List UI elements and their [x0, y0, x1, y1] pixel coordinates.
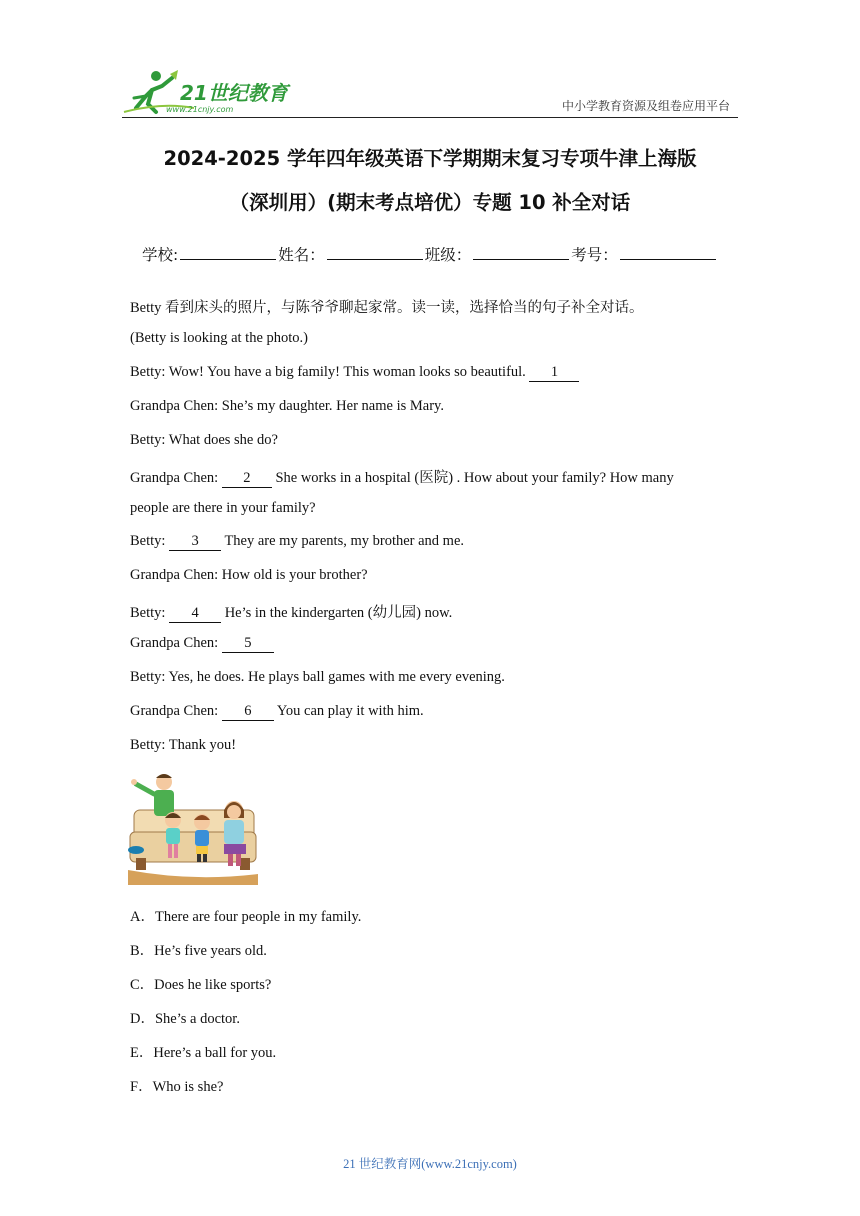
header-divider: [122, 117, 738, 118]
dialogue-line: Betty: 3 They are my parents, my brother and me.: [130, 533, 465, 549]
platform-label: 中小学教育资源及组卷应用平台: [561, 99, 730, 113]
answer-blank-4[interactable]: 4: [169, 606, 221, 623]
dialogue-line: Betty: Yes, he does. He plays ball games with me every evening.: [130, 669, 505, 685]
page-title-line-2: （深圳用）(期末考点培优）专题 10 补全对话: [229, 191, 631, 214]
number-label: 考号：: [571, 246, 618, 264]
answer-blank-1[interactable]: 1: [529, 365, 579, 382]
dialogue-line: Betty: Thank you!: [130, 737, 237, 753]
option-e: E．Here’s a ball for you.: [130, 1045, 277, 1061]
family-photo-illustration: [128, 770, 258, 885]
answer-blank-2[interactable]: 2: [222, 471, 272, 488]
class-blank[interactable]: [473, 245, 569, 260]
student-info-line: [142, 243, 718, 265]
option-b: B．He’s five years old.: [130, 943, 267, 959]
option-d: D．She’s a doctor.: [130, 1011, 240, 1027]
instructions: Betty 看到床头的照片，与陈爷爷聊起家常。读一读，选择恰当的句子补全对话。: [130, 300, 644, 316]
dialogue-line: Grandpa Chen: How old is your brother?: [130, 567, 368, 583]
dialogue-line: Grandpa Chen: 2 She works in a hospital (医院) . How about your family? How many: [130, 470, 674, 486]
name-blank[interactable]: [327, 245, 423, 260]
dialogue-line: Grandpa Chen: She’s my daughter. Her name is Mary.: [130, 398, 444, 414]
answer-blank-6[interactable]: 6: [222, 704, 274, 721]
option-a: A．There are four people in my family.: [130, 909, 362, 925]
page-title-line-1: 2024-2025 学年四年级英语下学期期末复习专项牛津上海版: [163, 147, 697, 170]
site-logo: [122, 68, 292, 118]
dialogue-line: Betty: Wow! You have a big family! This woman looks so beautiful. 1: [130, 364, 579, 382]
page-footer: 21 世纪教育网(www.21cnjy.com): [343, 1157, 517, 1171]
number-blank[interactable]: [620, 245, 716, 260]
dialogue-line: Grandpa Chen: 6 You can play it with him.: [130, 703, 424, 719]
svg-text:21世纪教育: 21世纪教育: [180, 81, 288, 105]
dialogue-line: Betty: What does she do?: [130, 432, 278, 448]
stage-direction: (Betty is looking at the photo.): [130, 330, 309, 346]
school-label: 学校:: [142, 246, 179, 264]
answer-blank-5[interactable]: 5: [222, 636, 274, 653]
class-label: 班级：: [424, 246, 472, 264]
dialogue-line: people are there in your family?: [130, 500, 316, 516]
answer-blank-3[interactable]: 3: [169, 534, 221, 551]
option-f: F．Who is she?: [130, 1079, 224, 1095]
option-c: C．Does he like sports?: [130, 977, 272, 993]
school-blank[interactable]: [180, 245, 276, 260]
svg-text:www.21cnjy.com: www.21cnjy.com: [166, 105, 234, 114]
dialogue-line: Betty: 4 He’s in the kindergarten (幼儿园) now.: [130, 605, 453, 621]
name-label: 姓名：: [278, 246, 325, 264]
dialogue-line: Grandpa Chen: 5: [130, 635, 274, 653]
